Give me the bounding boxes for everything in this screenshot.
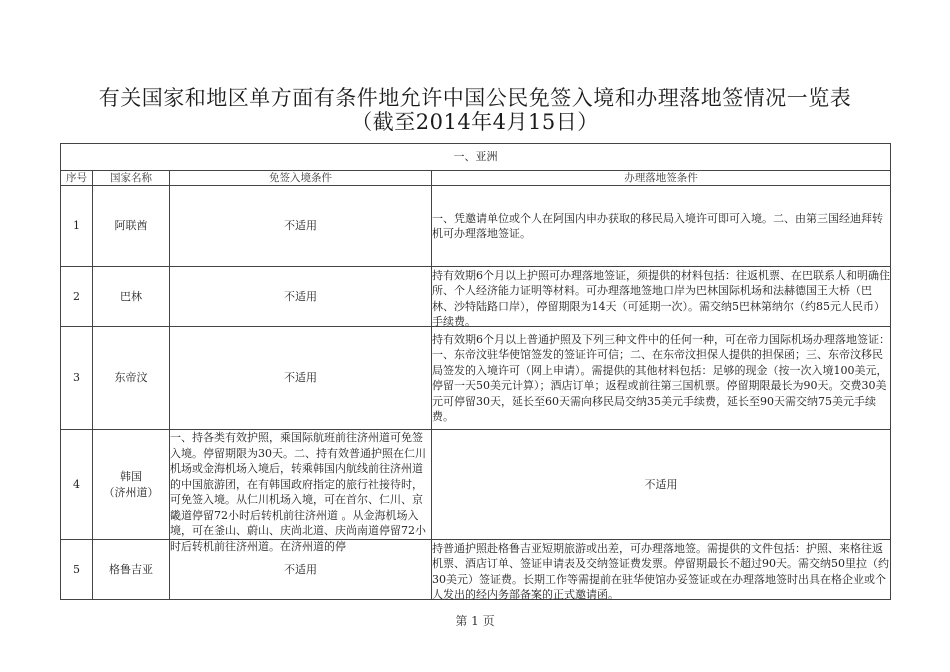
- table-row: [61, 267, 891, 327]
- row-landing: [432, 267, 891, 327]
- row-no: 2: [61, 267, 93, 327]
- visa-table: [60, 143, 891, 600]
- row-country-name: 韩国: [120, 470, 142, 483]
- row-no: 4: [61, 430, 93, 540]
- row-country: 阿联酋: [93, 186, 170, 267]
- row-country: 格鲁吉亚: [93, 540, 170, 600]
- table-row: [61, 186, 891, 267]
- header-landing: 办理落地签条件: [432, 171, 891, 186]
- row-landing-text: 持普通护照赴格鲁吉亚短期旅游或出差，可办理落地签。需提供的文件包括：护照、来格往返机票、酒店订单、签证申请表及交纳签证费发票。停留期最长不超过90天。需交纳50里拉（约30美元）签证费。长期工作等需提前在驻华使馆办妥签证或在办理落地签时出具在格企业或个人发出的经内务部备案的正式邀请函。: [432, 541, 889, 601]
- section-row: [61, 144, 891, 171]
- row-visa-free: 不适用: [170, 267, 432, 327]
- row-landing-text: 持有效期6个月以上护照可办理落地签证，须提供的材料包括：往返机票、在巴联系人和明确住所、个人经济能力证明等材料。可办理落地签地口岸为巴林国际机场和法赫德国王大桥（巴林、沙特陆路口岸），停留期限为14天（可延期一次）。需交纳5巴林第纳尔（约85元人民币）手续费。: [432, 268, 890, 328]
- table-row: [61, 430, 891, 540]
- section-title: 一、亚洲: [61, 144, 891, 171]
- row-landing: [432, 327, 891, 430]
- row-country: 东帝汶: [93, 327, 170, 430]
- row-country: 巴林: [93, 267, 170, 327]
- header-visa-free: 免签入境条件: [170, 171, 432, 186]
- row-visa-free: 不适用: [170, 327, 432, 430]
- row-landing-text: 持有效期6个月以上普通护照及下列三种文件中的任何一种，可在帝力国际机场办理落地签证：一、东帝汶驻华使馆签发的签证许可信；二、在东帝汶担保人提供的担保函；三、东帝汶移民局签发的入境许可（网上申请）。需提供的其他材料包括：足够的现金（按一次入境100美元，停留一天50美元计算）；酒店订单；返程或前往第三国机票。停留期限最长为90天。交费30美元可停留30天，延长至60天需向移民局交纳35美元手续费，延长至90天需交纳75美元手续费。: [432, 332, 890, 423]
- page-number: 第 1 页: [455, 614, 495, 628]
- row-landing: [432, 186, 891, 267]
- row-country-sub: （济州道）: [103, 485, 159, 499]
- row-no: 5: [61, 540, 93, 600]
- row-visa-free: 不适用: [170, 186, 432, 267]
- header-no: 序号: [61, 171, 93, 186]
- row-landing-text: 一、凭邀请单位或个人在阿国内申办获取的移民局入境许可即可入境。二、由第三国经迪拜转机可办理落地签证。: [432, 211, 883, 240]
- header-row: [61, 171, 891, 186]
- row-no: 3: [61, 327, 93, 430]
- row-landing: 不适用: [432, 430, 891, 540]
- header-country: 国家名称: [93, 171, 170, 186]
- row-country: [93, 430, 170, 540]
- row-visa-free-text: 一、持各类有效护照，乘国际航班前往济州道可免签入境。停留期限为30天。二、持有效普通护照在仁川机场或金海机场入境后，转乘韩国内航线前往济州道的中国旅游团，在有韩国政府指定的旅行社接待时，可免签入境。从仁川机场入境，可在首尔、仁川、京畿道停留72小时后转机前往济州道 。从金海机场入境，可在釜山、蔚山、庆尚北道、庆尚南道停留72小时后转机前往济州道。在济州道的停: [170, 431, 426, 553]
- row-visa-free: [170, 430, 432, 553]
- page-subtitle: （截至2014年4月15日）: [351, 110, 599, 134]
- page-title: 有关国家和地区单方面有条件地允许中国公民免签入境和办理落地签情况一览表: [98, 86, 852, 110]
- row-visa-free: 不适用: [170, 540, 432, 600]
- table-row: [61, 327, 891, 430]
- row-no: 1: [61, 186, 93, 267]
- row-landing: [432, 540, 891, 600]
